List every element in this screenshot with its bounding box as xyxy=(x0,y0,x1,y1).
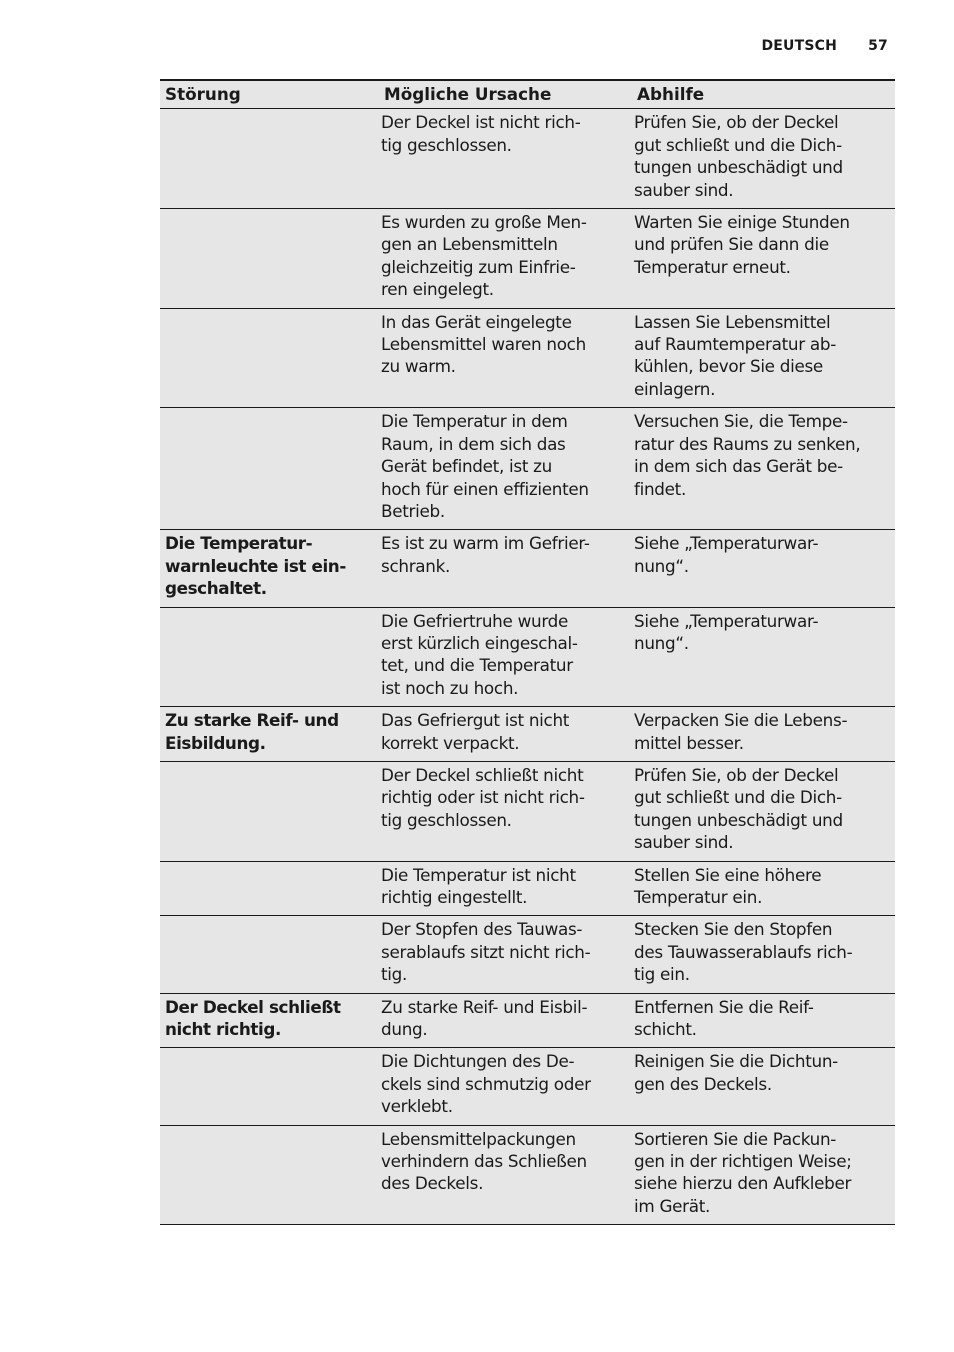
remedy-text-line: Entfernen Sie die Reif- xyxy=(634,996,814,1017)
problem-text-line: Die Temperatur- xyxy=(165,533,313,554)
cause-text-line: verklebt. xyxy=(381,1096,453,1117)
page-header xyxy=(761,38,888,54)
remedy-text-line: und prüfen Sie dann die xyxy=(634,234,829,255)
problem-cell xyxy=(160,1048,379,1125)
cause-cell xyxy=(379,707,632,762)
remedy-text-line: Temperatur erneut. xyxy=(634,256,791,277)
table-row xyxy=(160,916,895,993)
table-row xyxy=(160,607,895,707)
problem-cell xyxy=(160,761,379,861)
cause-cell xyxy=(379,209,632,309)
remedy-text-line: sauber sind. xyxy=(634,832,734,853)
cause-text-line: ren eingelegt. xyxy=(381,279,494,300)
problem-text-line: warnleuchte ist ein- xyxy=(165,555,346,576)
remedy-text-line: Siehe „Temperaturwar- xyxy=(634,610,819,631)
remedy-cell xyxy=(632,408,895,530)
cause-text-line: richtig oder ist nicht rich- xyxy=(381,787,585,808)
cause-cell xyxy=(379,408,632,530)
table-row xyxy=(160,1125,895,1225)
remedy-cell xyxy=(632,607,895,707)
remedy-text-line: gen in der richtigen Weise; xyxy=(634,1151,852,1172)
remedy-text-line: tig ein. xyxy=(634,964,690,985)
remedy-text-line: Reinigen Sie die Dichtun- xyxy=(634,1051,838,1072)
cause-text-line: tet, und die Temperatur xyxy=(381,655,573,676)
remedy-text-line: mittel besser. xyxy=(634,732,744,753)
remedy-text-line: tungen unbeschädigt und xyxy=(634,157,843,178)
table-row xyxy=(160,308,895,408)
table-row xyxy=(160,530,895,607)
cause-cell xyxy=(379,109,632,209)
cause-text-line: serablaufs sitzt nicht rich- xyxy=(381,941,591,962)
remedy-cell xyxy=(632,308,895,408)
problem-text-line: Eisbildung. xyxy=(165,732,266,753)
remedy-text-line: des Tauwasserablaufs rich- xyxy=(634,941,853,962)
table-row xyxy=(160,861,895,916)
cause-text-line: hoch für einen effizienten xyxy=(381,478,589,499)
cause-text-line: Der Deckel schließt nicht xyxy=(381,764,584,785)
cause-text-line: zu warm. xyxy=(381,356,456,377)
cause-text-line: Lebensmittel waren noch xyxy=(381,334,586,355)
remedy-cell xyxy=(632,1048,895,1125)
problem-cell xyxy=(160,607,379,707)
problem-cell xyxy=(160,530,379,607)
remedy-text-line: einlagern. xyxy=(634,378,716,399)
cause-text-line: gleichzeitig zum Einfrie- xyxy=(381,256,576,277)
page-number: 57 xyxy=(868,38,888,54)
remedy-cell xyxy=(632,209,895,309)
cause-text-line: Zu starke Reif- und Eisbil- xyxy=(381,996,588,1017)
cause-cell xyxy=(379,916,632,993)
cause-cell xyxy=(379,993,632,1048)
cause-text-line: Raum, in dem sich das xyxy=(381,433,566,454)
cause-cell xyxy=(379,1125,632,1225)
cause-text-line: tig. xyxy=(381,964,408,985)
remedy-text-line: Prüfen Sie, ob der Deckel xyxy=(634,764,839,785)
remedy-cell xyxy=(632,1125,895,1225)
problem-cell xyxy=(160,861,379,916)
problem-cell xyxy=(160,408,379,530)
cause-cell xyxy=(379,1048,632,1125)
remedy-text-line: Siehe „Temperaturwar- xyxy=(634,533,819,554)
cause-cell xyxy=(379,761,632,861)
remedy-cell xyxy=(632,916,895,993)
cause-cell xyxy=(379,861,632,916)
header-row xyxy=(160,80,895,109)
problem-cell xyxy=(160,109,379,209)
remedy-text-line: tungen unbeschädigt und xyxy=(634,809,843,830)
remedy-text-line: kühlen, bevor Sie diese xyxy=(634,356,823,377)
cause-cell xyxy=(379,530,632,607)
remedy-text-line: Versuchen Sie, die Tempe- xyxy=(634,411,848,432)
cause-text-line: Die Temperatur in dem xyxy=(381,411,568,432)
table-header xyxy=(160,80,895,109)
remedy-text-line: Verpacken Sie die Lebens- xyxy=(634,710,848,731)
remedy-cell xyxy=(632,530,895,607)
remedy-text-line: Prüfen Sie, ob der Deckel xyxy=(634,112,839,133)
problem-cell xyxy=(160,993,379,1048)
cause-text-line: Gerät befindet, ist zu xyxy=(381,456,552,477)
problem-text-line: geschaltet. xyxy=(165,578,267,599)
remedy-cell xyxy=(632,861,895,916)
table-body xyxy=(160,109,895,1225)
remedy-text-line: nung“. xyxy=(634,632,689,653)
remedy-text-line: gut schließt und die Dich- xyxy=(634,134,842,155)
remedy-text-line: Warten Sie einige Stunden xyxy=(634,212,850,233)
table-row xyxy=(160,761,895,861)
cause-text-line: richtig eingestellt. xyxy=(381,887,528,907)
remedy-text-line: ratur des Raums zu senken, xyxy=(634,433,861,454)
remedy-text-line: gen des Deckels. xyxy=(634,1073,772,1094)
section-title: DEUTSCH xyxy=(761,38,838,54)
remedy-text-line: im Gerät. xyxy=(634,1195,711,1216)
problem-cell xyxy=(160,209,379,309)
cause-text-line: korrekt verpackt. xyxy=(381,732,520,753)
cause-text-line: des Deckels. xyxy=(381,1173,484,1194)
cause-text-line: Lebensmittelpackungen xyxy=(381,1128,576,1149)
cause-cell xyxy=(379,607,632,707)
cause-cell xyxy=(379,308,632,408)
cause-text-line: Die Temperatur ist nicht xyxy=(381,864,576,885)
remedy-text-line: Sortieren Sie die Packun- xyxy=(634,1128,837,1149)
remedy-cell xyxy=(632,707,895,762)
cause-text-line: Die Gefriertruhe wurde xyxy=(381,610,569,631)
problem-text-line: Der Deckel schließt xyxy=(165,996,341,1017)
cause-text-line: schrank. xyxy=(381,555,451,576)
cause-text-line: Betrieb. xyxy=(381,500,445,521)
cause-text-line: ckels sind schmutzig oder xyxy=(381,1073,591,1094)
cause-text-line: Es ist zu warm im Gefrier- xyxy=(381,533,590,554)
table-row xyxy=(160,408,895,530)
cause-text-line: Die Dichtungen des De- xyxy=(381,1051,575,1072)
remedy-cell xyxy=(632,993,895,1048)
problem-cell xyxy=(160,916,379,993)
problem-cell xyxy=(160,707,379,762)
problem-text-line: nicht richtig. xyxy=(165,1019,281,1040)
cause-text-line: erst kürzlich eingeschal- xyxy=(381,632,578,653)
cause-text-line: tig geschlossen. xyxy=(381,134,512,155)
remedy-text-line: in dem sich das Gerät be- xyxy=(634,456,843,477)
cause-text-line: Der Deckel ist nicht rich- xyxy=(381,112,581,133)
cause-text-line: Es wurden zu große Men- xyxy=(381,212,587,233)
cause-text-line: Der Stopfen des Tauwas- xyxy=(381,919,583,940)
remedy-text-line: Temperatur ein. xyxy=(634,887,763,907)
table-row xyxy=(160,1048,895,1125)
table-row xyxy=(160,109,895,209)
cause-text-line: tig geschlossen. xyxy=(381,809,512,830)
remedy-text-line: siehe hierzu den Aufkleber xyxy=(634,1173,852,1194)
table-row xyxy=(160,993,895,1048)
troubleshooting-table xyxy=(160,79,895,1225)
problem-text-line: Zu starke Reif- und xyxy=(165,710,339,731)
column-header-problem: Störung xyxy=(160,80,379,109)
remedy-text-line: Stecken Sie den Stopfen xyxy=(634,919,833,940)
remedy-text-line: nung“. xyxy=(634,555,689,576)
problem-cell xyxy=(160,1125,379,1225)
column-header-remedy: Abhilfe xyxy=(632,80,895,109)
remedy-text-line: Stellen Sie eine höhere xyxy=(634,864,822,885)
remedy-text-line: sauber sind. xyxy=(634,179,734,200)
remedy-cell xyxy=(632,761,895,861)
cause-text-line: dung. xyxy=(381,1019,428,1040)
cause-text-line: ist noch zu hoch. xyxy=(381,677,519,698)
cause-text-line: gen an Lebensmitteln xyxy=(381,234,558,255)
table-row xyxy=(160,707,895,762)
problem-cell xyxy=(160,308,379,408)
cause-text-line: Das Gefriergut ist nicht xyxy=(381,710,570,731)
remedy-text-line: auf Raumtemperatur ab- xyxy=(634,334,836,355)
cause-text-line: verhindern das Schließen xyxy=(381,1151,587,1172)
remedy-text-line: Lassen Sie Lebensmittel xyxy=(634,311,831,332)
remedy-text-line: gut schließt und die Dich- xyxy=(634,787,842,808)
remedy-text-line: schicht. xyxy=(634,1019,697,1040)
remedy-cell xyxy=(632,109,895,209)
table-row xyxy=(160,209,895,309)
cause-text-line: In das Gerät eingelegte xyxy=(381,311,572,332)
remedy-text-line: findet. xyxy=(634,478,686,499)
column-header-cause: Mögliche Ursache xyxy=(379,80,632,109)
